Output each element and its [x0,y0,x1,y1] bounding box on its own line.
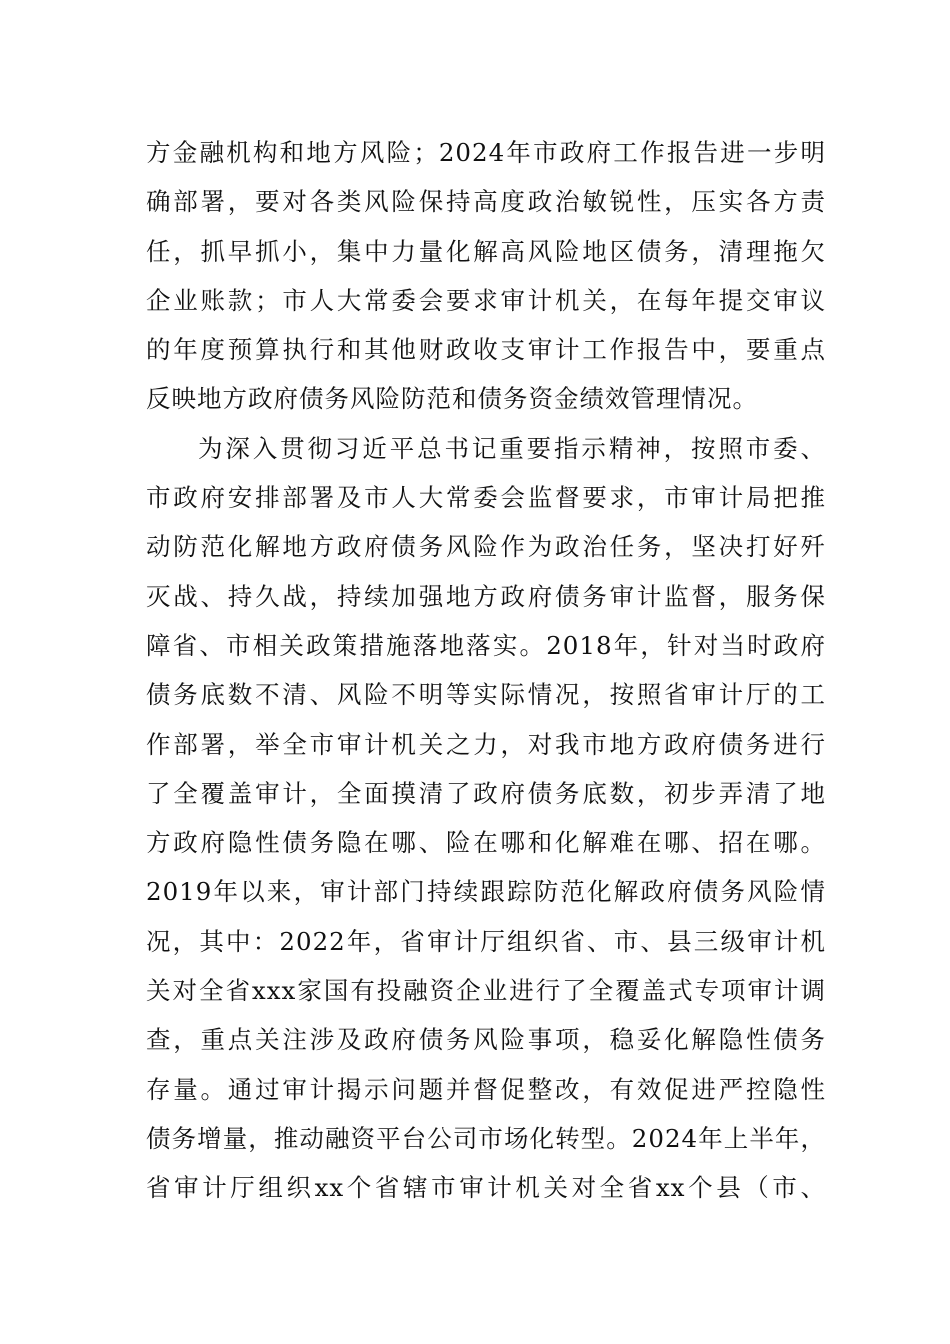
body-text [146,128,826,1213]
text-line: 反映地方政府债务风险防范和债务资金绩效管理情况。 [146,384,758,414]
text-line: 债务增量，推动融资平台公司市场化转型。2024年上半年， [146,1123,826,1153]
text-line: 2019年以来，审计部门持续跟踪防范化解政府债务风险情 [146,877,826,907]
text-line: 的年度预算执行和其他财政收支审计工作报告中，要重点 [146,335,826,365]
text-line: 灭战、持久战，持续加强地方政府债务审计监督，服务保 [146,581,826,611]
text-line: 了全覆盖审计，全面摸清了政府债务底数，初步弄清了地 [146,778,826,808]
text-line: 方政府隐性债务隐在哪、险在哪和化解难在哪、招在哪。 [146,828,826,858]
text-line: 障省、市相关政策措施落地落实。2018年，针对当时政府 [146,630,826,660]
text-line: 方金融机构和地方风险；2024年市政府工作报告进一步明 [146,138,826,167]
paragraph-first-line: 为深入贯彻习近平总书记重要指示精神，按照市委、 [198,433,826,463]
text-line: 债务底数不清、风险不明等实际情况，按照省审计厅的工 [146,680,826,710]
text-line: 存量。通过审计揭示问题并督促整改，有效促进严控隐性 [146,1074,826,1104]
text-line: 况，其中：2022年，省审计厅组织省、市、县三级审计机 [146,926,826,956]
text-line: 确部署，要对各类风险保持高度政治敏锐性，压实各方责 [146,187,826,217]
text-line: 动防范化解地方政府债务风险作为政治任务，坚决打好歼 [146,532,826,562]
text-line: 省审计厅组织xx个省辖市审计机关对全省xx个县（市、 [146,1173,826,1203]
text-line: 任，抓早抓小，集中力量化解高风险地区债务，清理拖欠 [146,236,826,266]
text-line: 查，重点关注涉及政府债务风险事项，稳妥化解隐性债务 [146,1025,826,1055]
text-line: 企业账款；市人大常委会要求审计机关，在每年提交审议 [146,285,826,315]
text-line: 市政府安排部署及市人大常委会监督要求，市审计局把推 [146,483,826,513]
text-line: 关对全省xxx家国有投融资企业进行了全覆盖式专项审计调 [146,976,826,1006]
text-line: 作部署，举全市审计机关之力，对我市地方政府债务进行 [146,729,826,759]
